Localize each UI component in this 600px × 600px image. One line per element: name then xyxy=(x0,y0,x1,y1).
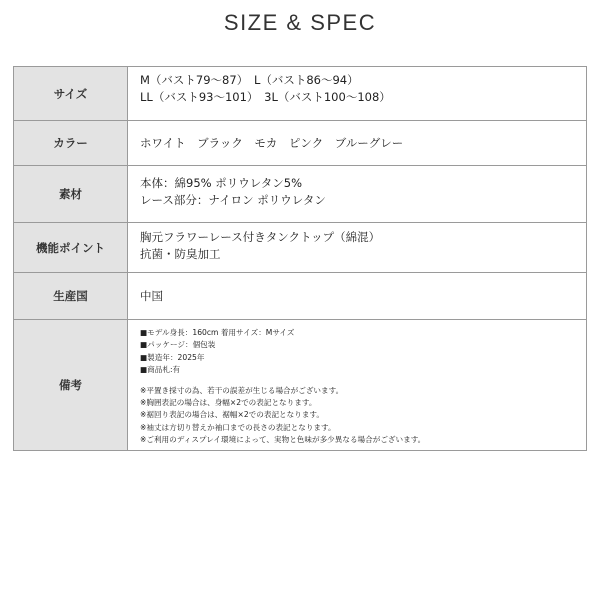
features-line: 抗菌・防臭加工 xyxy=(140,247,221,261)
spec-row-notes xyxy=(14,319,586,450)
note-caution-line: ※袖丈は方切り替えか袖口までの長さの表記となります。 xyxy=(140,422,336,432)
row-label-material: 素材 xyxy=(14,166,128,222)
note-info-line: ■モデル身長：160cm 着用サイズ：Mサイズ xyxy=(140,328,295,337)
note-caution-line: ※ご利用のディスプレイ環境によって、実物と色味が多少異なる場合がございます。 xyxy=(140,435,426,445)
features-line: 胸元フラワーレース付きタンクトップ（綿混） xyxy=(140,230,381,244)
row-value-size xyxy=(128,67,586,120)
material-line: 本体：綿95% ポリウレタン5% xyxy=(140,176,302,190)
spec-row-features xyxy=(14,222,586,272)
row-value-color: ホワイト ブラック モカ ピンク ブルーグレー xyxy=(140,135,404,150)
spec-row-material xyxy=(14,165,586,222)
row-value-notes xyxy=(128,320,586,450)
note-caution-line: ※裾回り表記の場合は、裾幅×2での表記となります。 xyxy=(140,410,325,420)
row-value-origin: 中国 xyxy=(140,288,163,303)
note-info-line: ■パッケージ：個包装 xyxy=(140,340,216,350)
material-line: レース部分：ナイロン ポリウレタン xyxy=(140,193,326,207)
row-value-material xyxy=(128,166,586,222)
row-label-size: サイズ xyxy=(14,67,128,120)
size-line: M（バスト79～87） L（バスト86～94） xyxy=(140,73,359,87)
spec-row-color xyxy=(14,120,586,165)
row-label-color: カラー xyxy=(14,121,128,165)
row-value-features xyxy=(128,223,586,272)
spec-table xyxy=(13,66,587,451)
note-spacer xyxy=(140,377,586,385)
note-info-line: ■商品札:有 xyxy=(140,365,181,375)
spec-row-size xyxy=(14,67,586,120)
row-label-features: 機能ポイント xyxy=(14,223,128,272)
row-label-notes: 備考 xyxy=(14,320,128,450)
row-label-origin: 生産国 xyxy=(14,273,128,319)
note-caution-line: ※胸囲表記の場合は、身幅×2での表記となります。 xyxy=(140,398,317,408)
note-caution-line: ※平置き採寸の為、若干の誤差が生じる場合がございます。 xyxy=(140,385,344,395)
size-line: LL（バスト93～101） 3L（バスト100～108） xyxy=(140,90,391,104)
note-info-line: ■製造年：2025年 xyxy=(140,352,205,362)
spec-row-origin xyxy=(14,272,586,319)
page-title: SIZE & SPEC xyxy=(223,10,377,35)
